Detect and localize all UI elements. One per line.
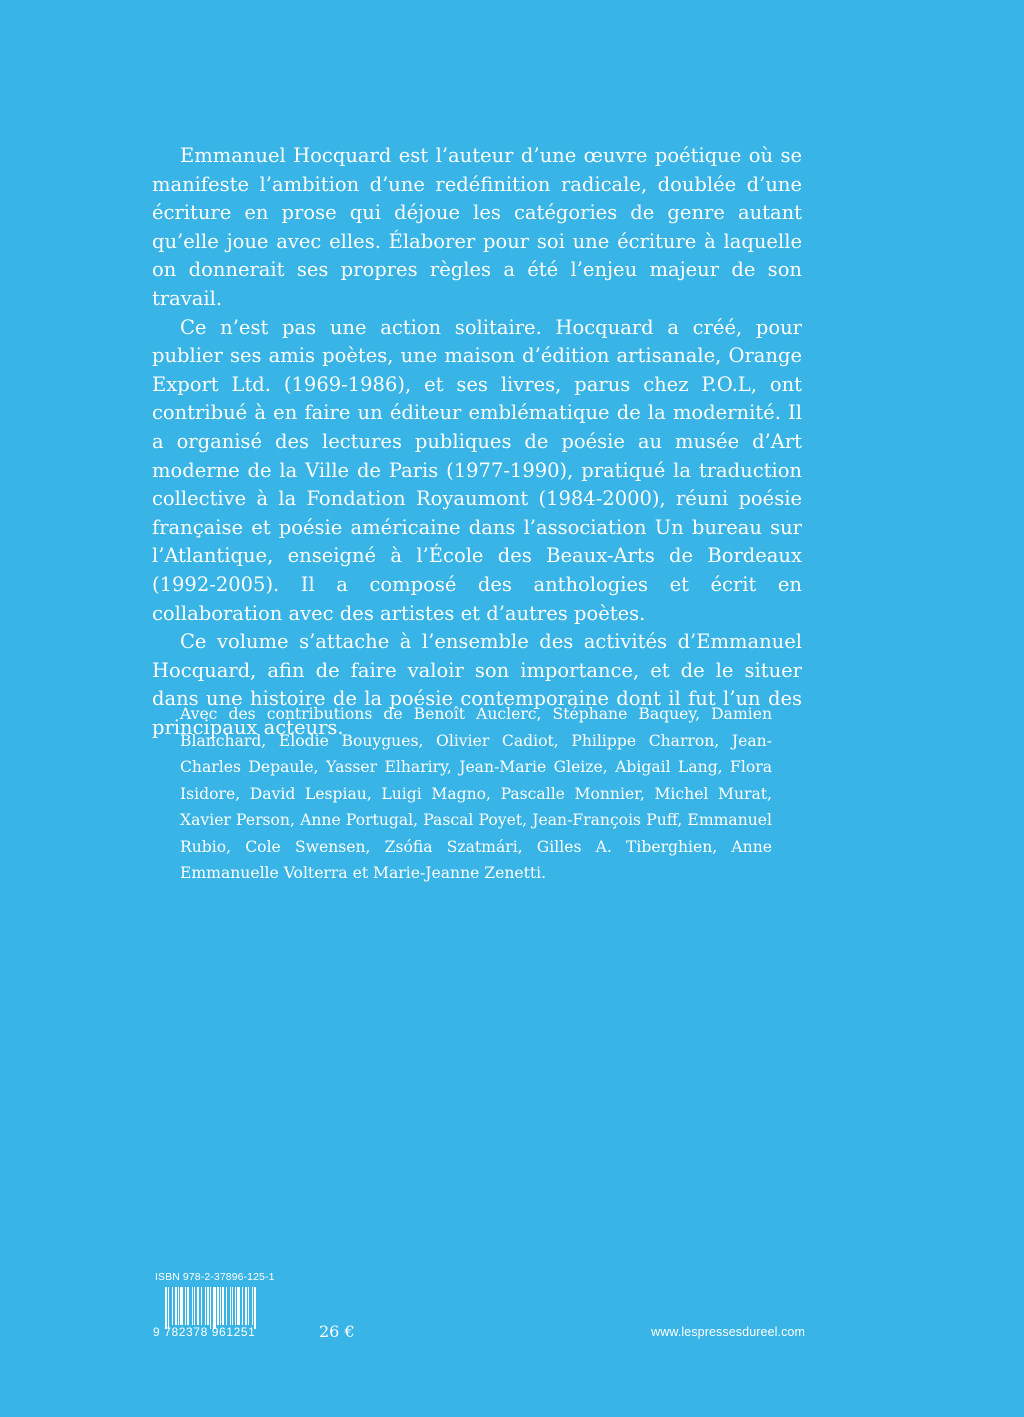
barcode-bar bbox=[210, 1287, 211, 1329]
barcode-bar bbox=[252, 1287, 253, 1325]
barcode bbox=[165, 1287, 277, 1325]
barcode-bar bbox=[172, 1287, 173, 1325]
barcode-bar bbox=[192, 1287, 193, 1325]
isbn-label: ISBN 978-2-37896-125-1 bbox=[155, 1271, 275, 1283]
back-cover-text bbox=[152, 142, 802, 742]
barcode-bar bbox=[205, 1287, 206, 1325]
barcode-bar bbox=[185, 1287, 186, 1325]
barcode-bar bbox=[213, 1287, 216, 1329]
barcode-bar bbox=[197, 1287, 199, 1325]
barcode-bar bbox=[254, 1287, 256, 1329]
publisher-website: www.lespressesdureel.com bbox=[651, 1325, 805, 1339]
barcode-bar bbox=[187, 1287, 189, 1325]
barcode-bar bbox=[232, 1287, 233, 1325]
barcode-bar bbox=[168, 1287, 169, 1329]
barcode-bar bbox=[235, 1287, 236, 1325]
barcode-bar bbox=[178, 1287, 179, 1325]
barcode-bar bbox=[245, 1287, 247, 1325]
blurb-paragraph-3: Ce volume s’attache à l’ensemble des activités d’Emmanuel Hocquard, afin de faire valoir son importance, et de le situer dans une histoire de la poésie contemporaine dont il fut l’un des principaux acteurs. bbox=[152, 630, 802, 739]
barcode-bar bbox=[226, 1287, 227, 1325]
barcode-bar bbox=[237, 1287, 240, 1325]
contributors-list: Avec des contributions de Benoît Auclerc, Stéphane Baquey, Damien Blanchard, Elodie Bouygues, Olivier Cadiot, Philippe Charron, Jean-Charles Depaule, Yasser Elhariry, Jean-Marie Gleize, Abigail Lang, Flora Isidore, David Lespiau, Luigi Magno, Pascalle Monnier, Michel Murat, Xavier Person, Anne Portugal, Pascal Poyet, Jean-François Puff, Emmanuel Rubio, Cole Swensen, Zsófia Szatmári, Gilles A. Tiberghien, Anne Emmanuelle Volterra et Marie-Jeanne Zenetti. bbox=[180, 705, 772, 882]
barcode-bar bbox=[201, 1287, 202, 1325]
barcode-bar bbox=[194, 1287, 195, 1325]
barcode-bar bbox=[230, 1287, 231, 1325]
barcode-bar bbox=[180, 1287, 183, 1325]
barcode-bar bbox=[242, 1287, 243, 1325]
barcode-bar bbox=[165, 1287, 167, 1329]
barcode-digits: 9 782378 961251 bbox=[153, 1325, 256, 1339]
barcode-bar bbox=[248, 1287, 249, 1325]
blurb-paragraph-1: Emmanuel Hocquard est l’auteur d’une œuvre poétique où se manifeste l’ambition d’une redéfinition radicale, doublée d’une écriture en prose qui déjoue les catégories de genre autant qu’elle joue avec elles. Élaborer pour soi une écriture à laquelle on donnerait ses propres règles a été l’enjeu majeur de son travail. bbox=[152, 144, 802, 310]
blurb-paragraph-2: Ce n’est pas une action solitaire. Hocquard a créé, pour publier ses amis poètes, une maison d’édition artisanale, Orange Export Ltd. (1969-1986), et ses livres, parus chez P.O.L, ont contribué à en faire un éditeur emblématique de la modernité. Il a organisé des lectures publiques de poésie au musée d’Art moderne de la Ville de Paris (1977-1990), pratiqué la traduction collective à la Fondation Royaumont (1984-2000), réuni poésie française et poésie américaine dans l’association Un bureau sur l’Atlantique, enseigné à l’École des Beaux-Arts de Bordeaux (1992-2005). Il a composé des anthologies et écrit en collaboration avec des artistes et d’autres poètes. bbox=[152, 315, 802, 625]
barcode-bar bbox=[217, 1287, 219, 1325]
barcode-bar bbox=[222, 1287, 224, 1325]
barcode-bar bbox=[220, 1287, 221, 1325]
barcode-bar bbox=[207, 1287, 209, 1325]
price: 26 € bbox=[319, 1322, 355, 1341]
barcode-bar bbox=[175, 1287, 177, 1325]
